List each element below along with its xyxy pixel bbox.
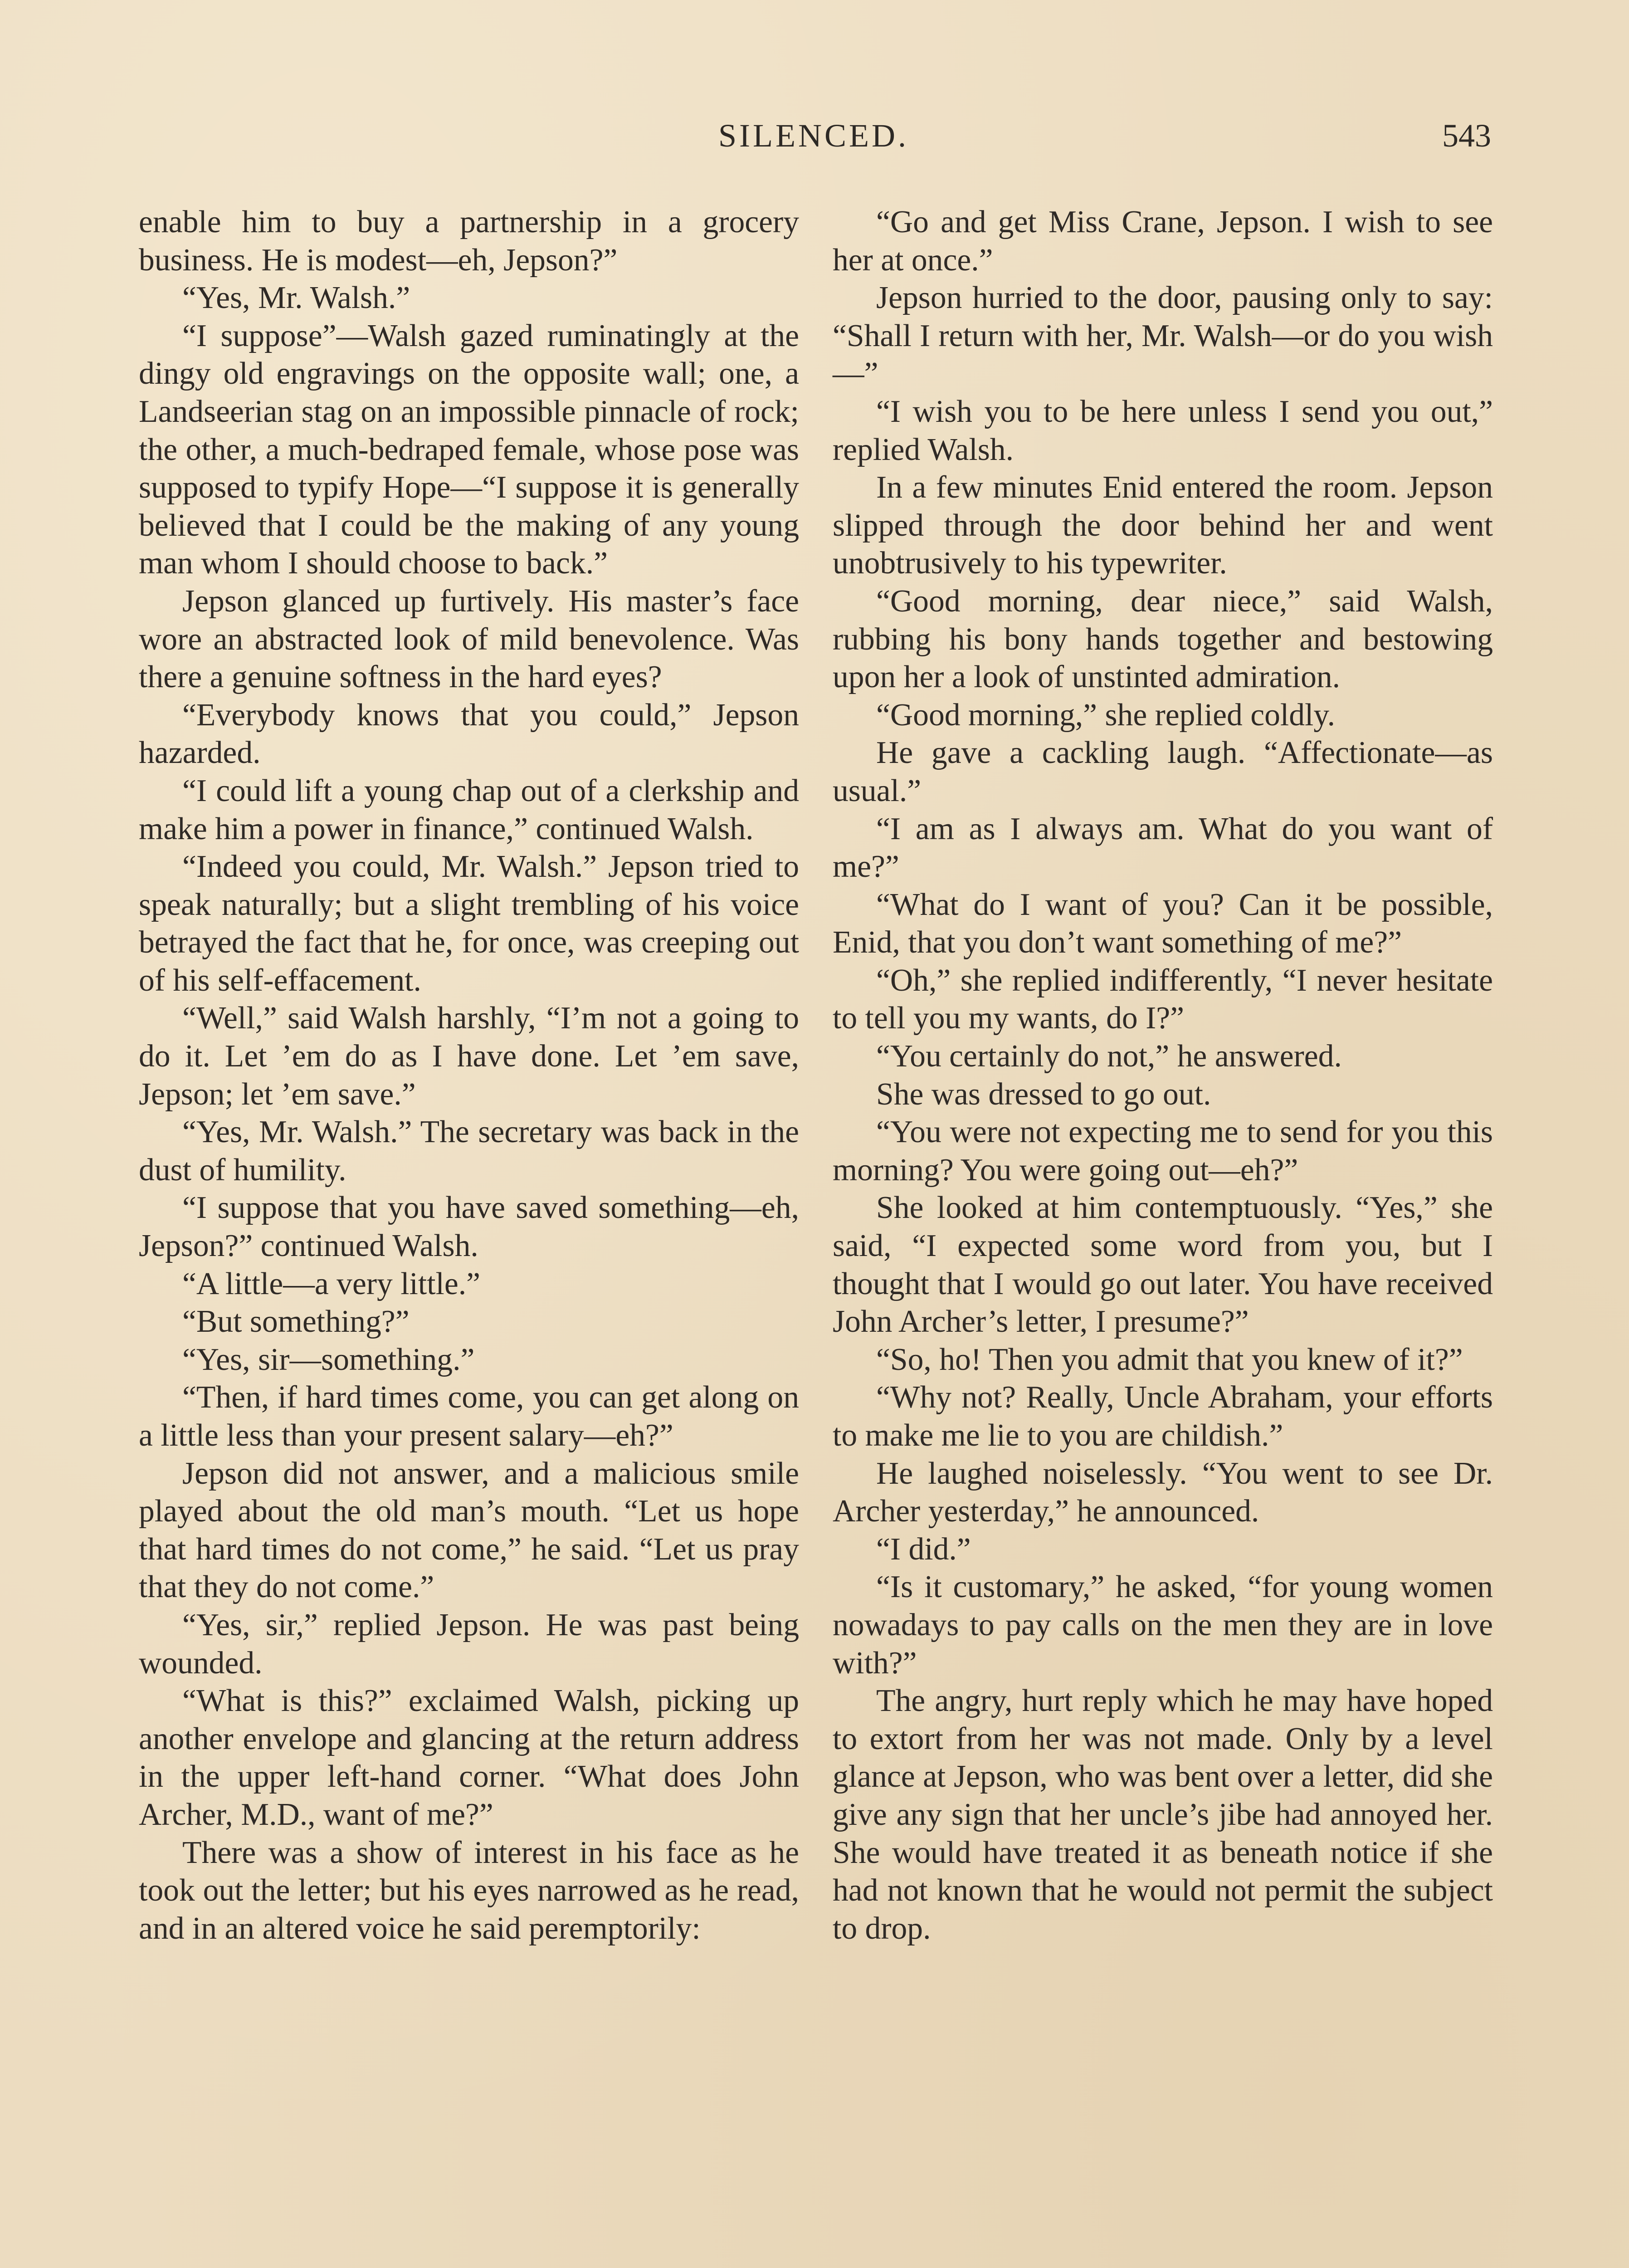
paragraph: “I am as I always am. What do you want of me?” [833, 811, 1493, 885]
page-number: 543 [1442, 117, 1491, 154]
paragraph: “Everybody knows that you could,” Jepson hazarded. [139, 697, 799, 771]
right-column [833, 203, 1493, 1947]
paragraph: “I suppose that you have saved something—eh, Jepson?” continued Walsh. [139, 1190, 799, 1264]
running-title: SILENCED. [718, 117, 909, 154]
paragraph: “Yes, sir—something.” [182, 1342, 475, 1377]
paragraph: “Yes, sir,” replied Jepson. He was past being wounded. [139, 1607, 799, 1681]
paragraph: She was dressed to go out. [876, 1076, 1211, 1112]
paragraph: Jepson hurried to the door, pausing only to say: “Shall I return with her, Mr. Walsh—or do you wish—” [833, 280, 1493, 391]
page-header [136, 117, 1491, 158]
paragraph: He gave a cackling laugh. “Affectionate—as usual.” [833, 735, 1493, 808]
paragraph: “I suppose”—Walsh gazed ruminatingly at the dingy old engravings on the opposite wall; one, a Landseerian stag on an impossible pinnacle of rock; the other, a much-bedraped female, whose pose was supposed to typify Hope—“I suppose it is generally believed that I could be the making of any young man whom I should choose to back.” [139, 318, 799, 581]
paragraph: He laughed noiselessly. “You went to see Dr. Archer yesterday,” he announced. [833, 1456, 1493, 1529]
paragraph: “I wish you to be here unless I send you out,” replied Walsh. [833, 394, 1493, 467]
paragraph: “Oh,” she replied indifferently, “I never hesitate to tell you my wants, do I?” [833, 963, 1493, 1036]
paragraph: “You were not expecting me to send for you this morning? You were going out—eh?” [833, 1114, 1493, 1188]
paragraph: In a few minutes Enid entered the room. Jepson slipped through the door behind her and went unobtrusively to his typewriter. [833, 470, 1493, 581]
paragraph: “Good morning,” she replied coldly. [876, 697, 1336, 733]
paragraph: “Is it customary,” he asked, “for young women nowadays to pay calls on the men they are in love with?” [833, 1569, 1493, 1681]
paragraph: “I did.” [876, 1531, 971, 1567]
paragraph: “Why not? Really, Uncle Abraham, your efforts to make me lie to you are childish.” [833, 1380, 1493, 1453]
left-column [139, 203, 799, 1947]
paragraph: “Good morning, dear niece,” said Walsh, rubbing his bony hands together and bestowing upon her a look of unstinted admiration. [833, 583, 1493, 695]
paragraph: There was a show of interest in his face as he took out the letter; but his eyes narrowed as he read, and in an altered voice he said peremptorily: [139, 1835, 799, 1946]
paragraph: Jepson did not answer, and a malicious smile played about the old man’s mouth. “Let us hope that hard times do not come,” he said. “Let us pray that they do not come.” [139, 1456, 799, 1605]
paragraph: “Yes, Mr. Walsh.” [182, 280, 410, 316]
paragraph: “You certainly do not,” he answered. [876, 1039, 1342, 1074]
paragraph: “I could lift a young chap out of a clerkship and make him a power in finance,” continued Walsh. [139, 773, 799, 846]
paragraph: “Well,” said Walsh harshly, “I’m not a going to do it. Let ’em do as I have done. Let ’em save, Jepson; let ’em save.” [139, 1001, 799, 1112]
paragraph: “What do I want of you? Can it be possible, Enid, that you don’t want something of me?” [833, 887, 1493, 960]
paragraph: “Go and get Miss Crane, Jepson. I wish to see her at once.” [833, 205, 1493, 278]
paragraph: “Then, if hard times come, you can get along on a little less than your present salary—eh?” [139, 1380, 799, 1453]
paragraph: The angry, hurt reply which he may have hoped to extort from her was not made. Only by a level glance at Jepson, who was bent over a letter, did she give any sign that her uncle’s jibe had annoyed her. She would have treated it as beneath notice if she had not known that he would not permit the subject to drop. [833, 1683, 1493, 1946]
paragraph: enable him to buy a partnership in a grocery business. He is modest—eh, Jepson?” [139, 205, 799, 278]
paragraph: “A little—a very little.” [182, 1266, 481, 1301]
paragraph: “Indeed you could, Mr. Walsh.” Jepson tried to speak naturally; but a slight trembling of his voice betrayed the fact that he, for once, was creeping out of his self-effacement. [139, 849, 799, 998]
paragraph: “What is this?” exclaimed Walsh, picking up another envelope and glancing at the return address in the upper left-hand corner. “What does John Archer, M.D., want of me?” [139, 1683, 799, 1832]
paragraph: “Yes, Mr. Walsh.” The secretary was back in the dust of humility. [139, 1114, 799, 1188]
paragraph: “But something?” [182, 1304, 410, 1339]
paragraph: Jepson glanced up furtively. His master’s face wore an abstracted look of mild benevolence. Was there a genuine softness in the hard eyes? [139, 583, 799, 695]
paragraph: She looked at him contemptuously. “Yes,” she said, “I expected some word from you, but I thought that I would go out later. You have received John Archer’s letter, I presume?” [833, 1190, 1493, 1339]
paragraph: “So, ho! Then you admit that you knew of it?” [876, 1342, 1463, 1377]
